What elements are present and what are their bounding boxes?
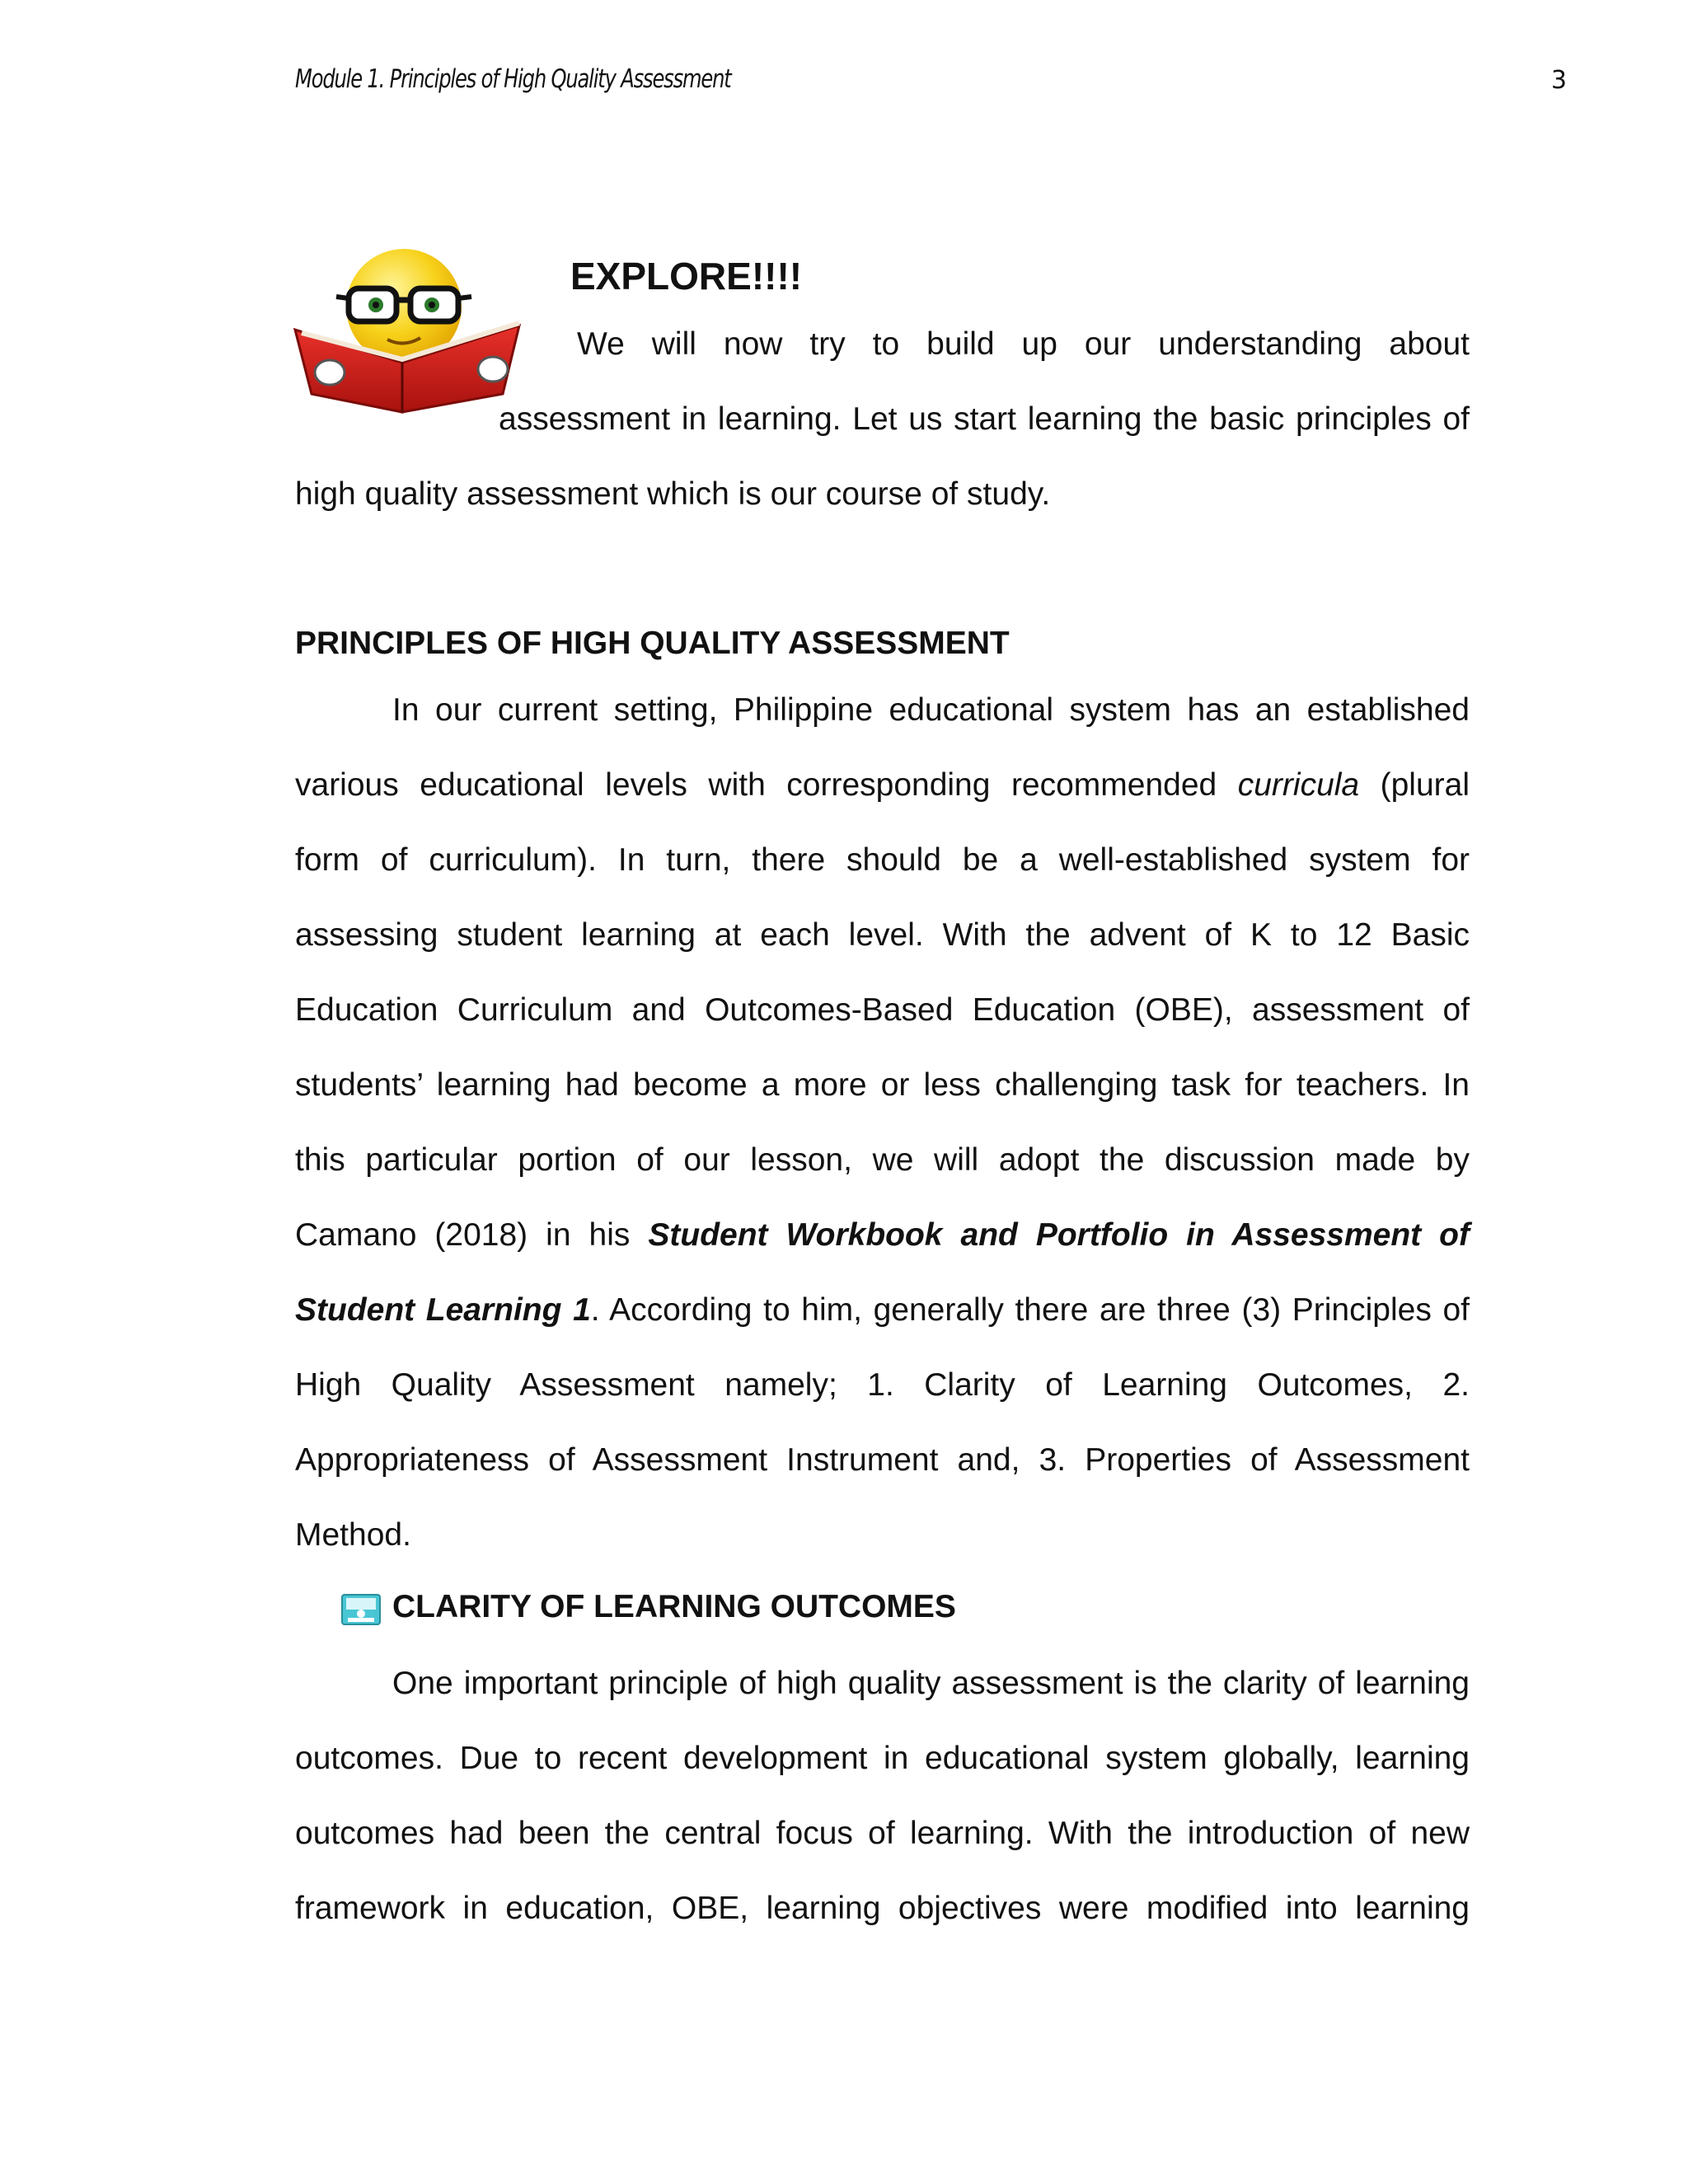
explore-line-2: assessment in learning. Let us start learning the basic principles of — [499, 401, 1470, 437]
paragraph-line-11: Appropriateness of Assessment Instrument and, 3. Properties of Assessment — [295, 1442, 1470, 1478]
section-heading: PRINCIPLES OF HIGH QUALITY ASSESSMENT — [295, 626, 1010, 661]
text-run: various educational levels with corresponding recommended — [295, 767, 1238, 803]
paragraph-line-8 — [295, 1216, 1470, 1255]
book-title-end: Student Learning 1 — [295, 1292, 591, 1328]
subsection-heading: CLARITY OF LEARNING OUTCOMES — [392, 1589, 956, 1624]
paragraph-line-7: this particular portion of our lesson, we will adopt the discussion made by — [295, 1142, 1470, 1178]
reading-smiley-icon — [279, 247, 534, 420]
subsection-line-2: outcomes. Due to recent development in educational system globally, learning — [295, 1741, 1470, 1776]
subsection-line-3: outcomes had been the central focus of learning. With the introduction of new — [295, 1816, 1470, 1851]
explore-line-1: We will now try to build up our understanding about — [577, 326, 1470, 362]
paragraph-line-1: In our current setting, Philippine educational system has an established — [392, 692, 1470, 728]
explore-title: EXPLORE!!!! — [570, 255, 803, 298]
paragraph-line-3: form of curriculum). In turn, there should be a well-established system for — [295, 842, 1470, 878]
text-run: . According to him, generally there are three (3) Principles of — [590, 1292, 1470, 1328]
italic-term: curricula — [1237, 767, 1360, 803]
classroom-icon — [341, 1594, 381, 1625]
book-title: Student Workbook and Portfolio in Assessment of — [648, 1217, 1470, 1253]
paragraph-line-9 — [295, 1291, 1470, 1330]
paragraph-line-5: Education Curriculum and Outcomes-Based Education (OBE), assessment of — [295, 992, 1470, 1028]
paragraph-line-4: assessing student learning at each level. With the advent of K to 12 Basic — [295, 917, 1470, 953]
page-number: 3 — [1550, 66, 1567, 95]
subsection-line-1: One important principle of high quality assessment is the clarity of learning — [392, 1666, 1470, 1701]
explore-line-3: high quality assessment which is our course of study. — [295, 476, 1051, 512]
text-run: Camano (2018) in his — [295, 1217, 649, 1253]
paragraph-line-10: High Quality Assessment namely; 1. Clarity of Learning Outcomes, 2. — [295, 1367, 1470, 1403]
paragraph-line-6: students’ learning had become a more or less challenging task for teachers. In — [295, 1067, 1470, 1103]
subsection-line-4: framework in education, OBE, learning objectives were modified into learning — [295, 1891, 1470, 1926]
text-run: (plural — [1359, 767, 1470, 803]
running-header: Module 1. Principles of High Quality Assessment — [295, 64, 731, 94]
paragraph-line-12: Method. — [295, 1517, 411, 1553]
paragraph-line-2 — [295, 766, 1470, 805]
